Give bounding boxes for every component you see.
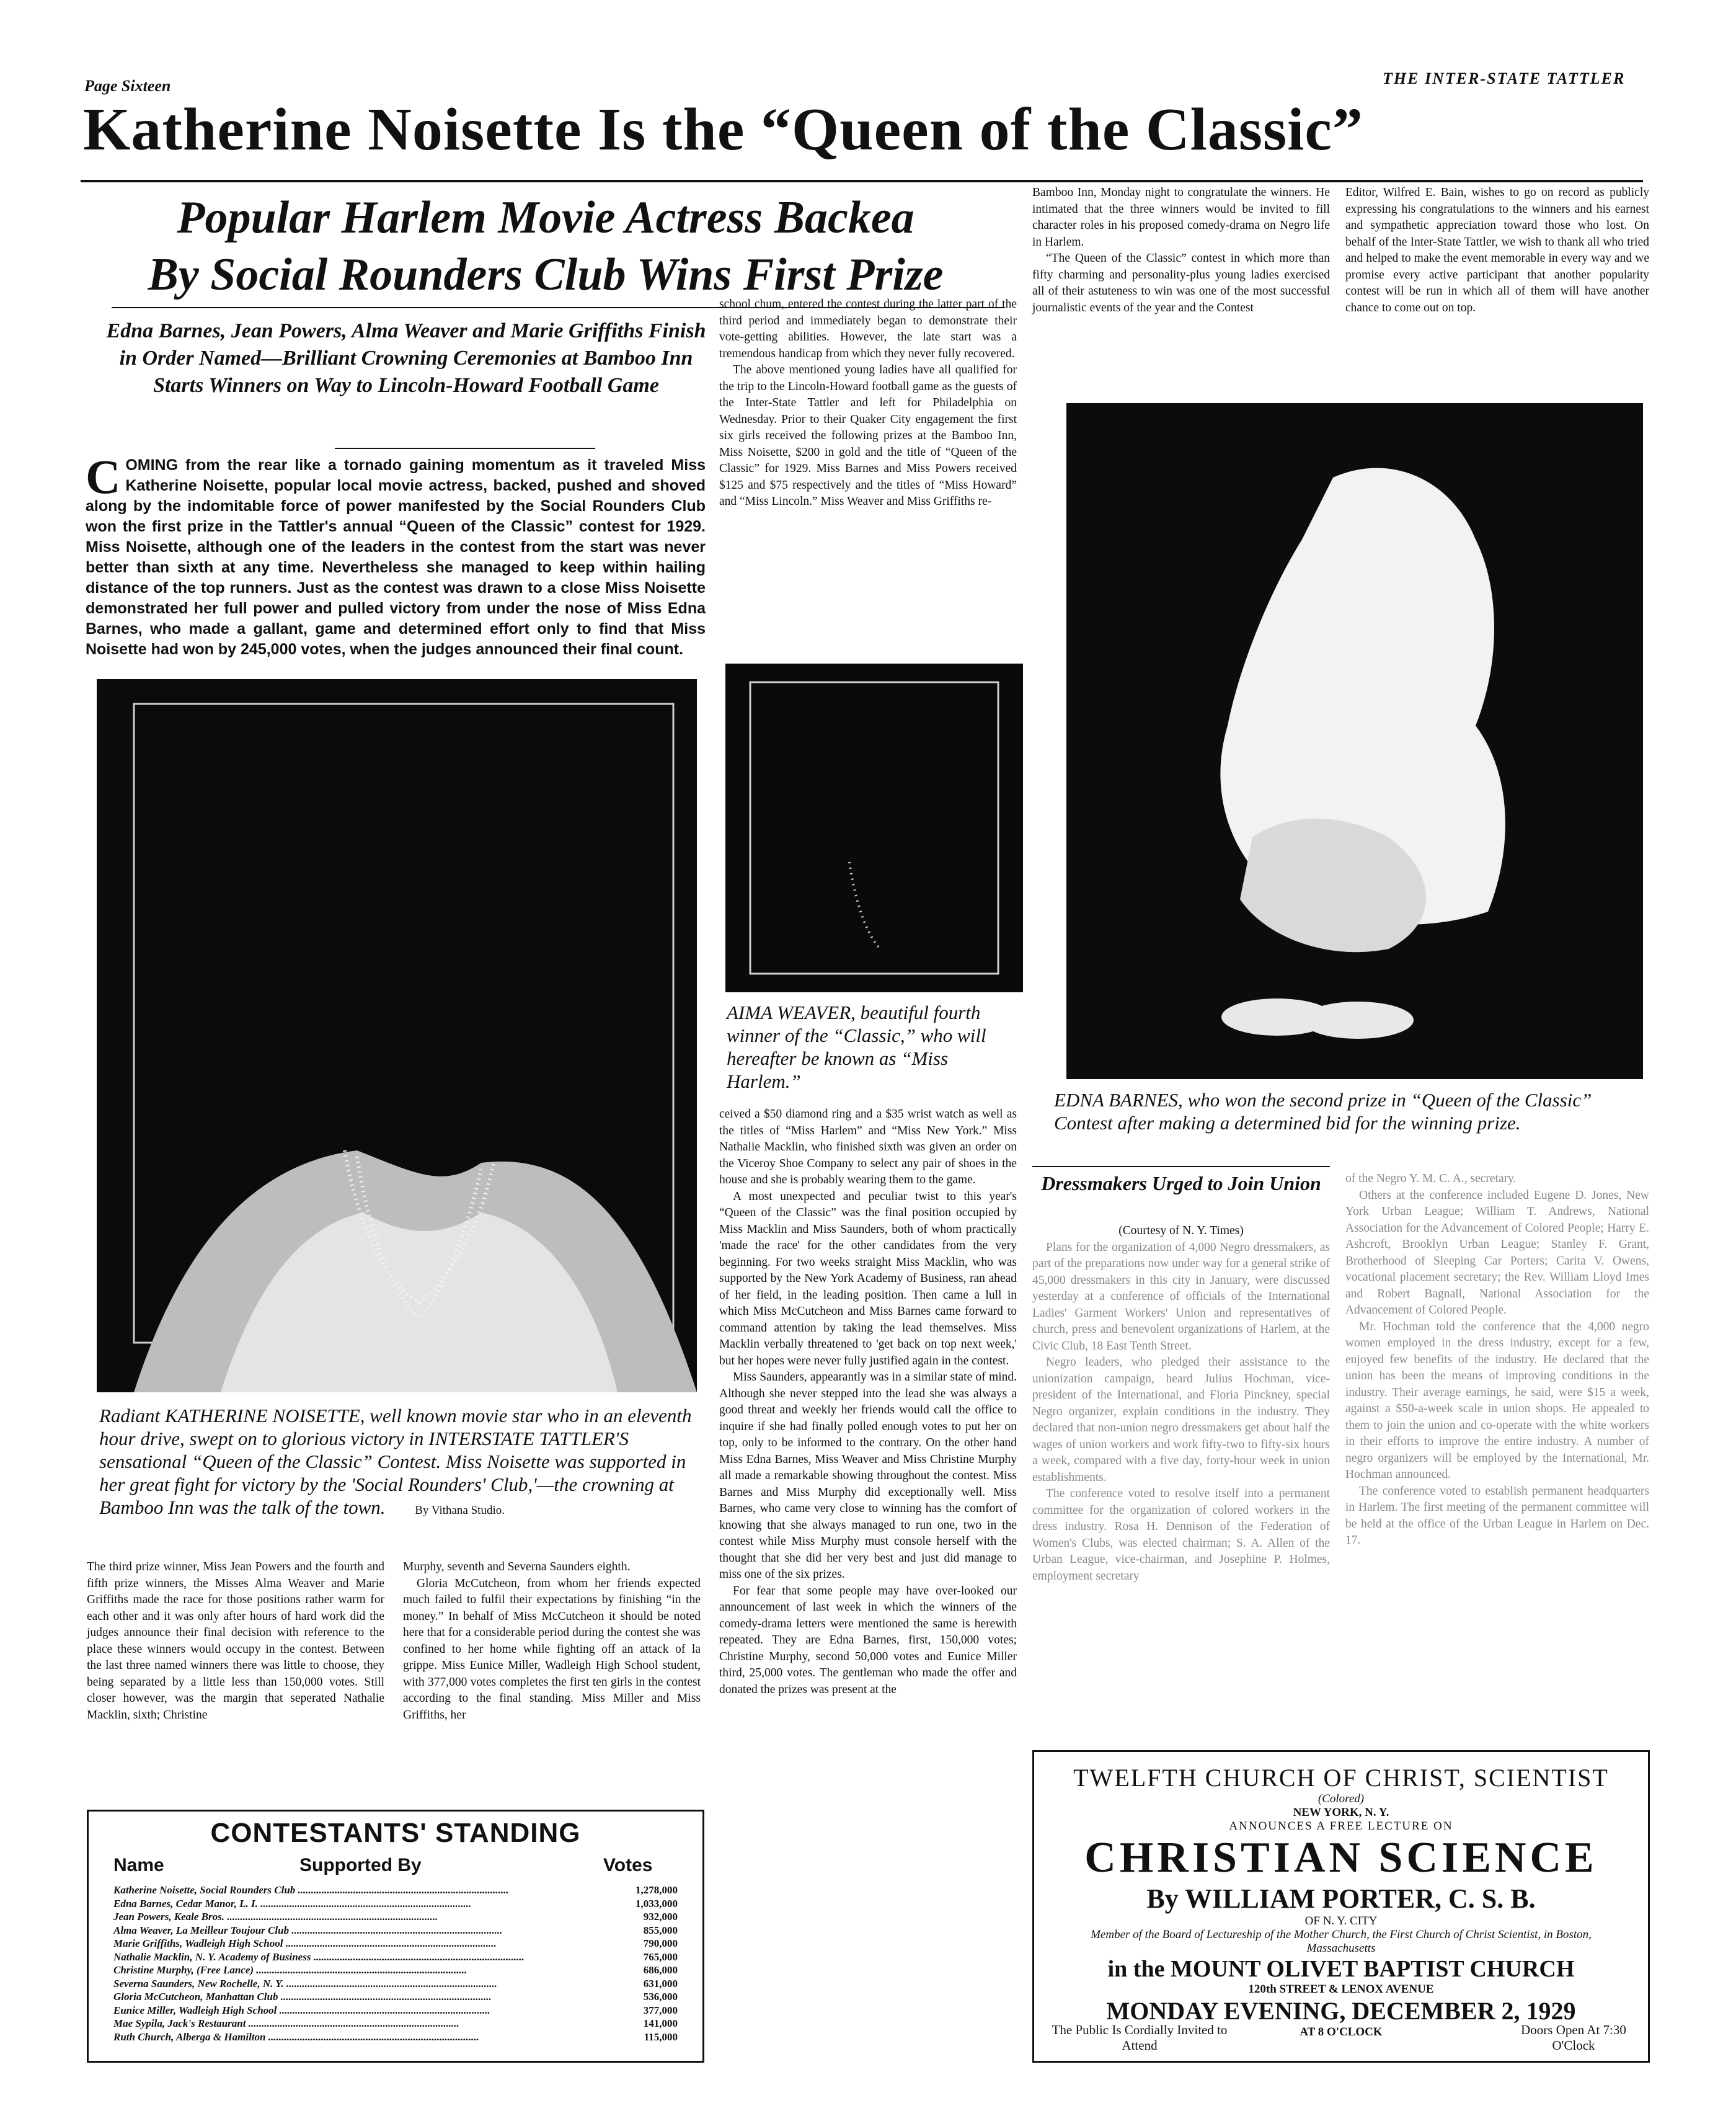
col3-paragraph-1: school chum, entered the contest during the latter part of the third period and immediately began to demonstrate their vote-getting abilities. However, the late start was a tremendous handicap from which they never fully recovered.	[719, 298, 1017, 360]
contestants-standing-box	[87, 1810, 704, 2063]
standing-row-votes: 536,000	[643, 1991, 678, 2003]
photo-alma-weaver	[725, 664, 1023, 992]
subhead-line-2: By Social Rounders Club Wins First Prize	[148, 249, 944, 300]
bottom-col1-paragraph: The third prize winner, Miss Jean Powers and the fourth and fifth prize winners, the Misses Alma Weaver and Marie Griffiths made the race for those positions rather warm for each other and it was only after hours of hard work did the judges announce their final decision with reference to the place these winners would occupy in the contest. Between the last three named winners there was little to choose, they being separated by a little less than 150,000 votes. Still closer however, was the margin that seperated Nathalie Macklin, sixth; Christine	[87, 1560, 384, 1722]
caption-barnes: EDNA BARNES, who won the second prize in “Queen of the Classic” Contest after making a determined bid for the winning prize.	[1054, 1089, 1592, 1134]
column-3-top	[719, 296, 1017, 510]
dressmakers-b-paragraph-2: Others at the conference included Eugene D. Jones, New York Urban League; William T. Andrews, National Association for the Advancement of Colored People; Harry E. Ashcroft, Brooklyn Urban League; Stanley F. Grant, Brotherhood of Sleeping Car Porters; Carita V. Owens, vocational placement secretary; the Rev. William Lloyd Imes and Robert Bagnall, National Association for the Advancement of Colored People.	[1345, 1188, 1649, 1317]
standing-row-name: Edna Barnes, Cedar Manor, L. I. ................................................................................	[113, 1897, 472, 1910]
photo-credit: By Vithana Studio.	[415, 1504, 505, 1517]
standing-row-votes: 790,000	[643, 1937, 678, 1949]
ad-doors: Doors Open At 7:30 O'Clock	[1521, 2022, 1626, 2053]
col3-mid-paragraph-3: Miss Saunders, appearantly was in a similar state of mind. Although she never stepped into the lead she was always a good threat and weekly her friends would call the office to inquire if she had finally polled enough votes to put her on top, only to be informed to the contrary. On the other hand Miss Edna Barnes, Miss Weaver and Miss Christine Murphy all made a remarkable showing throughout the contest. Miss Barnes and Miss Murphy did exceptionally well. Miss Barnes, who came very close to winning has the comfort of knowing that she always managed to run one, two in the contest while Miss Murphy must console herself with the thought that she did her very best and just did manage to miss one of the six prizes.	[719, 1371, 1017, 1581]
barnes-portrait-graphic	[1066, 403, 1643, 1079]
lead-text: OMING from the rear like a tornado gaining momentum as it traveled Miss Katherine Noisette, popular local movie actress, backed, pushed and shoved along by the indomitable force of power manifested by the Social Rounders Club won the first prize in the Tattler's annual “Queen of the Classic” contest for 1929. Miss Noisette, although one of the leaders in the contest from the start was never better than sixth at any time. Nevertheless she managed to keep within hailing distance of the top runners. Just as the contest was drawn to a close Miss Noisette demonstrated her full power and pulled victory from under the nose of Miss Edna Barnes, who made a gallant, game and determined effort only to find that Miss Noisette had won by 245,000 votes, when the judges announced their final count.	[86, 456, 706, 658]
noisette-portrait-graphic	[97, 679, 697, 1392]
standing-row-name: Katherine Noisette, Social Rounders Club ................................................................................	[113, 1884, 509, 1896]
col3-mid-paragraph-4: For fear that some people may have over-looked our announcement of last week in which the winners of the comedy-drama letters were mentioned the same is herewith repeated. They are Edna Barnes, first, 150,000 votes; Christine Murphy, second 50,000 votes and Eunice Miller third, 25,000 votes. The gentleman who made the offer and donated the prizes was present at the	[719, 1584, 1017, 1696]
standing-row	[113, 2004, 678, 2017]
standing-row-name: Mae Sypila, Jack's Restaurant ................................................................................	[113, 2017, 459, 2029]
standing-row-votes: 141,000	[643, 2017, 678, 2029]
col3-mid-paragraph-2: A most unexpected and peculiar twist to this year's “Queen of the Classic” was the final position occupied by Miss Macklin and Miss Saunders, both of whom practically 'made the race' for the other candidates from the very beginning. For two weeks straight Miss Macklin, who was supported by the New York Academy of Business, ran ahead of her field, in the leading position. Then came a lull in which Miss McCutcheon and Miss Barnes came forward to command attention by taking the lead themselves. Miss Macklin verbally threatened to 'get back on top next week,' but her hopes were never fully justified again in the contest.	[719, 1189, 1017, 1367]
drop-cap: C	[86, 450, 121, 504]
dressmakers-title: Dressmakers Urged to Join Union	[1041, 1172, 1321, 1194]
standing-row-name: Gloria McCutcheon, Manhattan Club ................................................................................	[113, 1991, 492, 2003]
bottom-col2-paragraph-1: Murphy, seventh and Severna Saunders eighth.	[403, 1560, 631, 1573]
standing-row-name: Severna Saunders, New Rochelle, N. Y. ................................................................................	[113, 1977, 497, 1990]
ad-public: The Public Is Cordially Invited to Attend	[1052, 2022, 1228, 2053]
standing-row-votes: 377,000	[643, 2004, 678, 2016]
standing-col-name: Name	[113, 1855, 164, 1875]
lead-paragraph	[86, 450, 706, 660]
standing-row	[113, 1897, 678, 1911]
standing-row-name: Christine Murphy, (Free Lance) ................................................................................	[113, 1964, 467, 1976]
page-headline: Katherine Noisette Is the “Queen of the Classic”	[83, 96, 1363, 163]
ad-lecturer: By WILLIAM PORTER, C. S. B.	[1146, 1883, 1536, 1914]
dressmakers-a-paragraph-1: Plans for the organization of 4,000 Negro dressmakers, as part of the preparations now under way for a general strike of 45,000 dressmakers in this city in January, were discussed yesterday at a conference of officials of the International Ladies' Garment Workers' Union and representatives of church, press and benevolent organizations of Harlem, at the Civic Club, 18 East Tenth Street.	[1032, 1240, 1330, 1353]
bottom-column-1	[87, 1559, 384, 1723]
headline-rule	[81, 180, 1643, 182]
ad-title: TWELFTH CHURCH OF CHRIST, SCIENTIST	[1073, 1764, 1609, 1792]
standing-rows	[113, 1883, 678, 2043]
standing-row-votes: 1,278,000	[636, 1884, 678, 1896]
standing-row-name: Marie Griffiths, Wadleigh High School ................................................................................	[113, 1937, 497, 1949]
standing-row	[113, 1924, 678, 1937]
dressmakers-a-paragraph-2: Negro leaders, who pledged their assistance to the unionization campaign, heard Julius Hochman, vice-president of the International, and Floria Pinckney, special Negro organizer, explain conditions in the industry. They declared that non-union negro dressmakers get about half the wages of union workers and work fifty-two to fifty-six hours a week, compared with a five day, forty-hour week in union establishments.	[1032, 1356, 1330, 1484]
dressmakers-a-paragraph-3: The conference voted to resolve itself into a permanent committee for the organization of colored workers in the dress industry. Rosa H. Dennison of the Federation of Women's Clubs, was elected chairman; S. A. Allen of the Urban League, vice-chairman, and Josephine P. Holmes, employment secretary	[1032, 1487, 1330, 1583]
subhead-line-1: Popular Harlem Movie Actress Backea	[177, 192, 914, 243]
ad-city: NEW YORK, N. Y.	[1293, 1806, 1389, 1819]
standing-row	[113, 1950, 678, 1964]
ad-time: AT 8 O'CLOCK	[1300, 2025, 1383, 2039]
ad-date: MONDAY EVENING, DECEMBER 2, 1929	[1106, 1997, 1576, 2025]
standing-row	[113, 2030, 678, 2044]
standing-row	[113, 1977, 678, 1991]
col4-paragraph-2: “The Queen of the Classic” contest in which more than fifty charming and personality-plus young ladies exercised all of their astuteness to win was one of the most successful journalistic events of the year and the Contest	[1032, 252, 1330, 314]
ad-church: in the MOUNT OLIVET BAPTIST CHURCH	[1107, 1956, 1575, 1982]
standing-row-name: Nathalie Macklin, N. Y. Academy of Business ................................................................................	[113, 1950, 525, 1963]
standing-col-votes: Votes	[603, 1855, 653, 1875]
dressmakers-source: (Courtesy of N. Y. Times)	[1118, 1224, 1244, 1237]
col4-paragraph-1: Bamboo Inn, Monday night to congratulate the winners. He intimated that the three winners would be invited to fill character roles in his proposed comedy-drama on Negro life in Harlem.	[1032, 186, 1330, 249]
col3-mid-paragraph-1: ceived a $50 diamond ring and a $35 wrist watch as well as the titles of “Miss Harlem” and “Miss New York.” Miss Nathalie Macklin, who finished sixth was given an order on the Viceroy Shoe Company to select any pair of shoes in the house and she is probably wearing them to the game.	[719, 1108, 1017, 1186]
standing-row-votes: 932,000	[643, 1911, 678, 1923]
standing-row-votes: 855,000	[643, 1924, 678, 1936]
dressmakers-b-paragraph-4: The conference voted to establish permanent headquarters in Harlem. The first meeting of the permanent committee will be held at the office of the Urban League in Harlem on Dec. 17.	[1345, 1484, 1649, 1547]
story-subhead	[74, 189, 1017, 303]
col3-paragraph-2: The above mentioned young ladies have all qualified for the trip to the Lincoln-Howard football game as the guests of the Inter-State Tattler and left for Philadelphia on Wednesday. Prior to their Quaker City engagement the first six girls received the following prizes at the Bamboo Inn, Miss Noisette, $200 in gold and the title of “Queen of the Classic” for 1929. Miss Barnes and Miss Powers received $125 and $75 respectively and the titles of “Miss Howard” and “Miss Lincoln.” Miss Weaver and Miss Griffiths re-	[719, 363, 1017, 508]
standing-row	[113, 1963, 678, 1977]
dressmakers-b-paragraph-3: Mr. Hochman told the conference that the 4,000 negro women employed in the dress industry, except for a few, enjoyed few benefits of the industry. He declared that the union has been the means of improving conditions in the industry. Their average earnings, he said, were $15 a week, against a $50-a-week scale in union shops. He appealed to them to join the union and co-operate with the white workers in their efforts to improve the entire industry. A number of negro organizers will be employed by the International, Mr. Hochman announced.	[1345, 1320, 1649, 1481]
standing-row-votes: 1,033,000	[636, 1897, 678, 1910]
standing-row-name: Alma Weaver, La Meilleur Toujour Club ................................................................................	[113, 1924, 503, 1936]
standing-row-votes: 686,000	[643, 1964, 678, 1976]
ad-announces: ANNOUNCES A FREE LECTURE ON	[1229, 1820, 1453, 1833]
caption-weaver: AIMA WEAVER, beautiful fourth winner of the “Classic,” who will hereafter be known as “Miss Harlem.”	[727, 1002, 986, 1092]
column-3-middle	[719, 1106, 1017, 1698]
ad-member: Member of the Board of Lectureship of the Mother Church, the First Church of Christ Scientist, in Boston, Massachusetts	[1091, 1928, 1592, 1955]
col5-paragraph-1: Editor, Wilfred E. Bain, wishes to go on record as publicly expressing his congratulations to the winners and his earnest and sympathetic appreciation toward those who lost. On behalf of the Inter-State Tattler, we wish to thank all who tried and helped to make the event memorable in every way and we promise every active participant that another popularity contest will be run in which all of them will have another chance to come out on top.	[1345, 186, 1649, 314]
standing-row	[113, 1937, 678, 1950]
story-deck: Edna Barnes, Jean Powers, Alma Weaver and Marie Griffiths Finish in Order Named—Brilliant Crowning Ceremonies at Bamboo Inn Starts Winners on Way to Lincoln-Howard Football Game	[106, 319, 706, 397]
standing-row-votes: 765,000	[643, 1950, 678, 1963]
standing-row-votes: 631,000	[643, 1977, 678, 1990]
dressmakers-column-b	[1345, 1171, 1649, 1549]
ad-address: 120th STREET & LENOX AVENUE	[1248, 1983, 1434, 1996]
photo-katherine-noisette	[97, 679, 697, 1392]
standing-row-votes: 115,000	[644, 2030, 678, 2043]
standing-row	[113, 1910, 678, 1924]
dressmakers-column-a	[1032, 1223, 1330, 1585]
page-number: Page Sixteen	[84, 77, 171, 95]
column-4-top	[1032, 185, 1330, 316]
deck-rule	[335, 448, 595, 449]
column-5-top	[1345, 185, 1649, 316]
weaver-portrait-graphic	[725, 664, 1023, 992]
caption-noisette-text: Radiant KATHERINE NOISETTE, well known movie star who in an eleventh hour drive, swept on to glorious victory in INTERSTATE TATTLER'S sensational “Queen of the Classic” Contest. Miss Noisette was supported in her great fight for victory by the 'Social Rounders' Club,'—the crowning at Bamboo Inn was the talk of the town.	[99, 1405, 692, 1518]
standing-row	[113, 1883, 678, 1897]
photo-edna-barnes	[1066, 403, 1643, 1079]
bottom-column-2	[403, 1559, 701, 1723]
christian-science-ad	[1032, 1750, 1650, 2063]
bottom-col2-paragraph-2: Gloria McCutcheon, from whom her friends expected much failed to fulfil their expectations by finishing “in the money.” In behalf of Miss McCutcheon it should be noted here that for a considerable period during the contest she was confined to her home while fighting off an attack of la grippe. Miss Eunice Miller, Wadleigh High School student, with 377,000 votes completes the first ten girls in the contest according to the final standing. Miss Miller and Miss Griffiths, her	[403, 1576, 701, 1722]
ad-colored: (Colored)	[1318, 1792, 1365, 1805]
standing-col-supported: Supported By	[299, 1855, 422, 1875]
ad-subject: CHRISTIAN SCIENCE	[1084, 1834, 1598, 1882]
standing-row	[113, 2017, 678, 2030]
standing-header	[89, 1855, 702, 1880]
ad-of-city: OF N. Y. CITY	[1304, 1914, 1378, 1928]
standing-row-name: Ruth Church, Alberga & Hamilton ................................................................................	[113, 2030, 479, 2043]
standing-row-name: Jean Powers, Keale Bros. ................................................................................	[113, 1911, 438, 1923]
standing-row	[113, 1990, 678, 2004]
standing-row-name: Eunice Miller, Wadleigh High School ................................................................................	[113, 2004, 490, 2016]
dressmakers-b-paragraph-1: of the Negro Y. M. C. A., secretary.	[1345, 1172, 1517, 1185]
caption-noisette	[99, 1404, 701, 1522]
dressmakers-top-rule	[1032, 1166, 1330, 1167]
masthead: THE INTER-STATE TATTLER	[1383, 69, 1626, 87]
standing-title: CONTESTANTS' STANDING	[210, 1818, 581, 1848]
